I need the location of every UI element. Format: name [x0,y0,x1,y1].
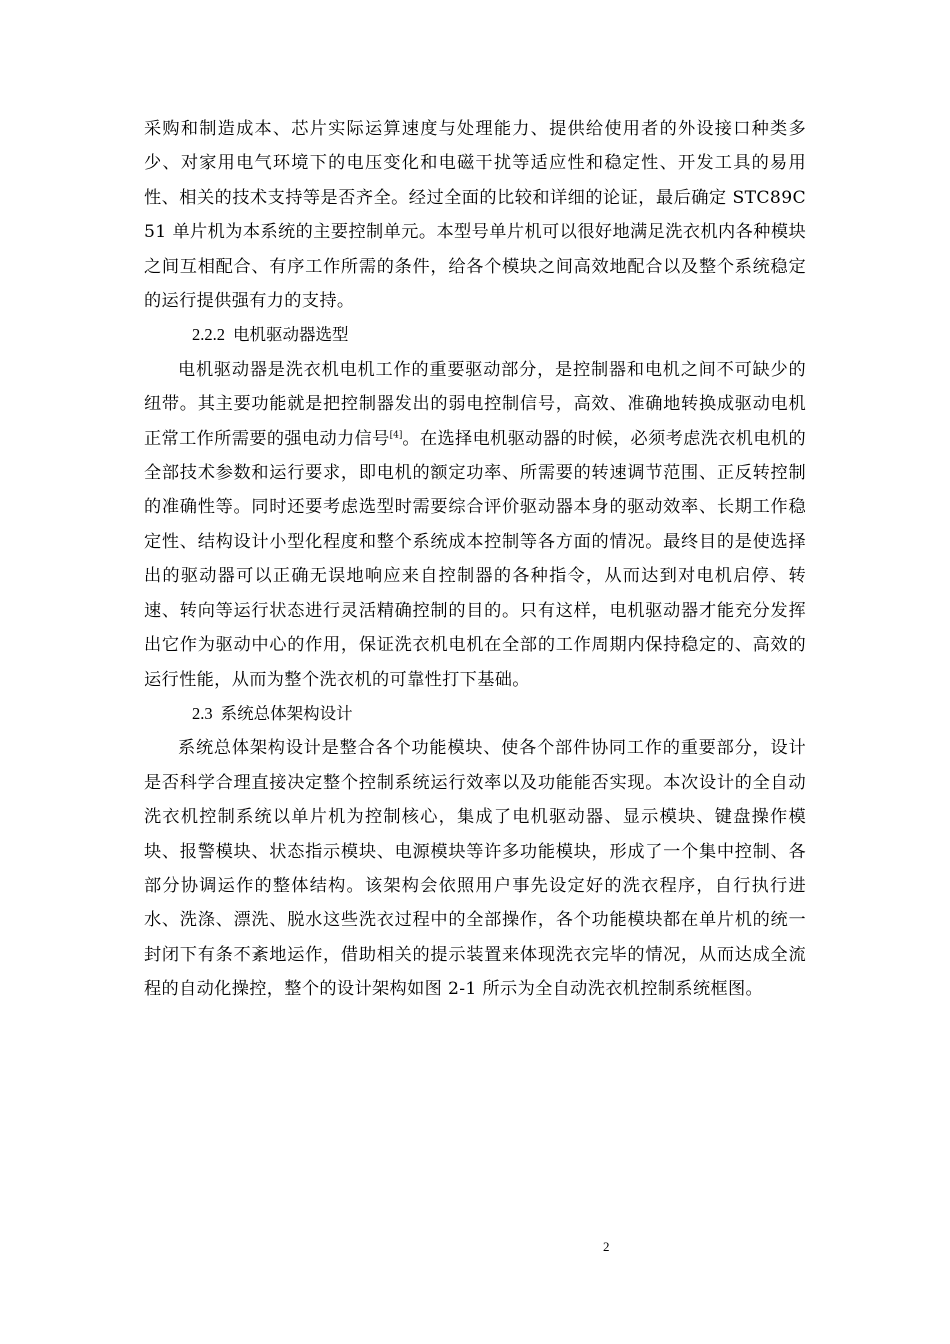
motor-driver-text-part1: 电机驱动器是洗衣机电机工作的重要驱动部分，是控制器和电机之间不可缺少的纽带。其主要功能就是把控制器发出的弱电控制信号，高效、准确地转换成驱动电机正常工作所需要的强电动力信号 [144,359,806,449]
motor-driver-text-part2: 。在选择电机驱动器的时候，必须考虑洗衣机电机的全部技术参数和运行要求，即电机的额定功率、所需要的转速调节范围、正反转控制的准确性等。同时还要考虑选型时需要综合评价驱动器本身的驱动效率、长期工作稳定性、结构设计小型化程度和整个系统成本控制等各方面的情况。最终目的是使选择出的驱动器可以正确无误地响应来自控制器的各种指令，从而达到对电机启停、转速、转向等运行状态进行灵活精确控制的目的。只有这样，电机驱动器才能充分发挥出它作为驱动中心的作用，保证洗衣机电机在全部的工作周期内保持稳定的、高效的运行性能，从而为整个洗衣机的可靠性打下基础。 [144,428,806,690]
section-number: 2.2.2 [192,325,225,345]
section-title: 电机驱动器选型 [233,325,349,345]
section-heading-2-3 [144,697,806,731]
architecture-paragraph: 系统总体架构设计是整合各个功能模块、使各个部件协同工作的重要部分，设计是否科学合理直接决定整个控制系统运行效率以及功能能否实现。本次设计的全自动洗衣机控制系统以单片机为控制核心，集成了电机驱动器、显示模块、键盘操作模块、报警模块、状态指示模块、电源模块等许多功能模块，形成了一个集中控制、各部分协调运作的整体结构。该架构会依照用户事先设定好的洗衣程序，自行执行进水、洗涤、漂洗、脱水这些洗衣过程中的全部操作，各个功能模块都在单片机的统一封闭下有条不紊地运作，借助相关的提示装置来体现洗衣完毕的情况，从而达成全流程的自动化操控，整个的设计架构如图 2-1 所示为全自动洗衣机控制系统框图。 [144,738,806,1000]
section-heading-2-2-2 [144,318,806,352]
section-number: 2.3 [192,703,213,723]
page-number: 2 [603,1239,610,1254]
citation-reference: [4] [389,429,403,440]
motor-driver-paragraph [144,353,806,697]
section-title: 系统总体架构设计 [220,703,353,723]
page-body [144,112,806,1007]
intro-paragraph: 采购和制造成本、芯片实际运算速度与处理能力、提供给使用者的外设接口种类多少、对家用电气环境下的电压变化和电磁干扰等适应性和稳定性、开发工具的易用性、相关的技术支持等是否齐全。经过全面的比较和详细的论证，最后确定 STC89C51 单片机为本系统的主要控制单元。本型号单片机可以很好地满足洗衣机内各种模块之间互相配合、有序工作所需的条件，给各个模块之间高效地配合以及整个系统稳定的运行提供强有力的支持。 [144,119,806,312]
